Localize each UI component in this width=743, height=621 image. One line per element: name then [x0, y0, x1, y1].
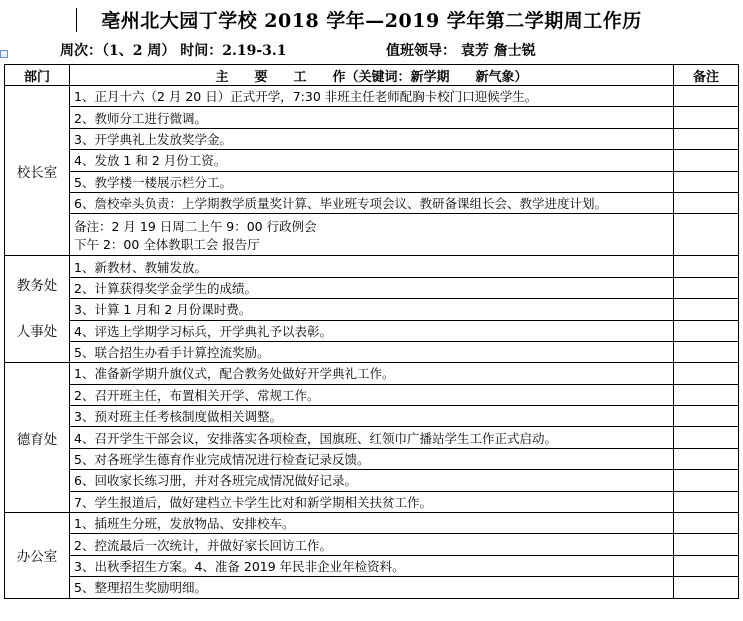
- principal-item-1: 1、正月十六（2 月 20 日）正式开学，7:30 非班主任老师配胸卡校门口迎候学生。: [70, 86, 674, 107]
- office-item-4: 5、整理招生奖励明细。: [70, 577, 674, 598]
- note-cell: [674, 192, 739, 213]
- moral-item-5: 5、对各班学生德育作业完成情况进行检查记录反馈。: [70, 448, 674, 469]
- note-cell: [674, 256, 739, 277]
- dept-general-office: 办公室: [5, 513, 70, 599]
- dept-academic-personnel: [5, 256, 70, 363]
- academic-item-2: 2、计算获得奖学金学生的成绩。: [70, 277, 674, 298]
- header-dept: 部门: [5, 65, 70, 86]
- academic-item-1: 1、新教材、教辅发放。: [70, 256, 674, 277]
- note-cell: [674, 427, 739, 448]
- moral-item-1: 1、准备新学期升旗仪式，配合教务处做好开学典礼工作。: [70, 363, 674, 384]
- note-cell: [674, 513, 739, 534]
- principal-item-5: 5、教学楼一楼展示栏分工。: [70, 171, 674, 192]
- note-cell: [674, 555, 739, 576]
- dept-personnel: 人事处: [16, 324, 58, 341]
- moral-item-4: 4、召开学生干部会议，安排落实各项检查，国旗班、红领巾广播站学生工作正式启动。: [70, 427, 674, 448]
- note-cell: [674, 470, 739, 491]
- note-cell: [674, 363, 739, 384]
- note-cell: [674, 534, 739, 555]
- note-cell: [674, 299, 739, 320]
- principal-item-3: 3、开学典礼上发放奖学金。: [70, 128, 674, 149]
- note-cell: [674, 448, 739, 469]
- dept-academic-affairs: 教务处: [16, 278, 58, 295]
- text-cursor: [76, 8, 77, 32]
- note-cell: [674, 86, 739, 107]
- note-cell: [674, 577, 739, 598]
- principal-item-6: 6、詹校牵头负责：上学期教学质量奖计算、毕业班专项会议、教研备课组长会、教学进度计划。: [70, 192, 674, 213]
- academic-item-5: 5、联合招生办看手计算控流奖励。: [70, 341, 674, 362]
- moral-item-3: 3、预对班主任考核制度做相关调整。: [70, 406, 674, 427]
- note-cell: [674, 384, 739, 405]
- academic-item-3: 3、计算 1 月和 2 月份课时费。: [70, 299, 674, 320]
- object-anchor-icon[interactable]: [0, 50, 8, 58]
- weekly-work-table: [4, 64, 739, 599]
- principal-remark: [70, 214, 674, 256]
- week-and-date-label: 周次：（1、2 周） 时间：2.19-3.1: [60, 43, 287, 59]
- principal-item-4: 4、发放 1 和 2 月份工资。: [70, 150, 674, 171]
- principal-item-2: 2、教师分工进行微调。: [70, 107, 674, 128]
- header-note: 备注: [674, 65, 739, 86]
- note-cell: [674, 107, 739, 128]
- header-main-work: 主 要 工 作（关键词：新学期 新气象）: [70, 65, 674, 86]
- duty-leader-label: 值班领导： 袁芳 詹士锐: [386, 43, 536, 59]
- note-cell: [674, 341, 739, 362]
- principal-remark-line-1: 备注：2 月 19 日周二上午 9：00 行政例会: [74, 218, 317, 234]
- principal-remark-line-2: 下午 2：00 全体教职工会 报告厅: [74, 236, 260, 252]
- document-title: 亳州北大园丁学校 2018 学年—2019 学年第二学期周工作历: [101, 10, 642, 32]
- academic-item-4: 4、评选上学期学习标兵，开学典礼予以表彰。: [70, 320, 674, 341]
- office-item-3: 3、出秋季招生方案。4、准备 2019 年民非企业年检资料。: [70, 555, 674, 576]
- moral-item-2: 2、召开班主任，布置相关开学、常规工作。: [70, 384, 674, 405]
- office-item-2: 2、控流最后一次统计，并做好家长回访工作。: [70, 534, 674, 555]
- note-cell: [674, 277, 739, 298]
- note-cell: [674, 491, 739, 512]
- note-cell: [674, 128, 739, 149]
- dept-moral-education: 德育处: [5, 363, 70, 513]
- dept-spacer: [5, 296, 69, 322]
- note-cell: [674, 150, 739, 171]
- moral-item-6: 6、回收家长练习册，并对各班完成情况做好记录。: [70, 470, 674, 491]
- note-cell: [674, 171, 739, 192]
- dept-principal-office: 校长室: [5, 86, 70, 256]
- office-item-1: 1、插班生分班，发放物品、安排校车。: [70, 513, 674, 534]
- note-cell: [674, 406, 739, 427]
- moral-item-7: 7、学生报道后，做好建档立卡学生比对和新学期相关扶贫工作。: [70, 491, 674, 512]
- note-cell: [674, 320, 739, 341]
- note-cell: [674, 214, 739, 256]
